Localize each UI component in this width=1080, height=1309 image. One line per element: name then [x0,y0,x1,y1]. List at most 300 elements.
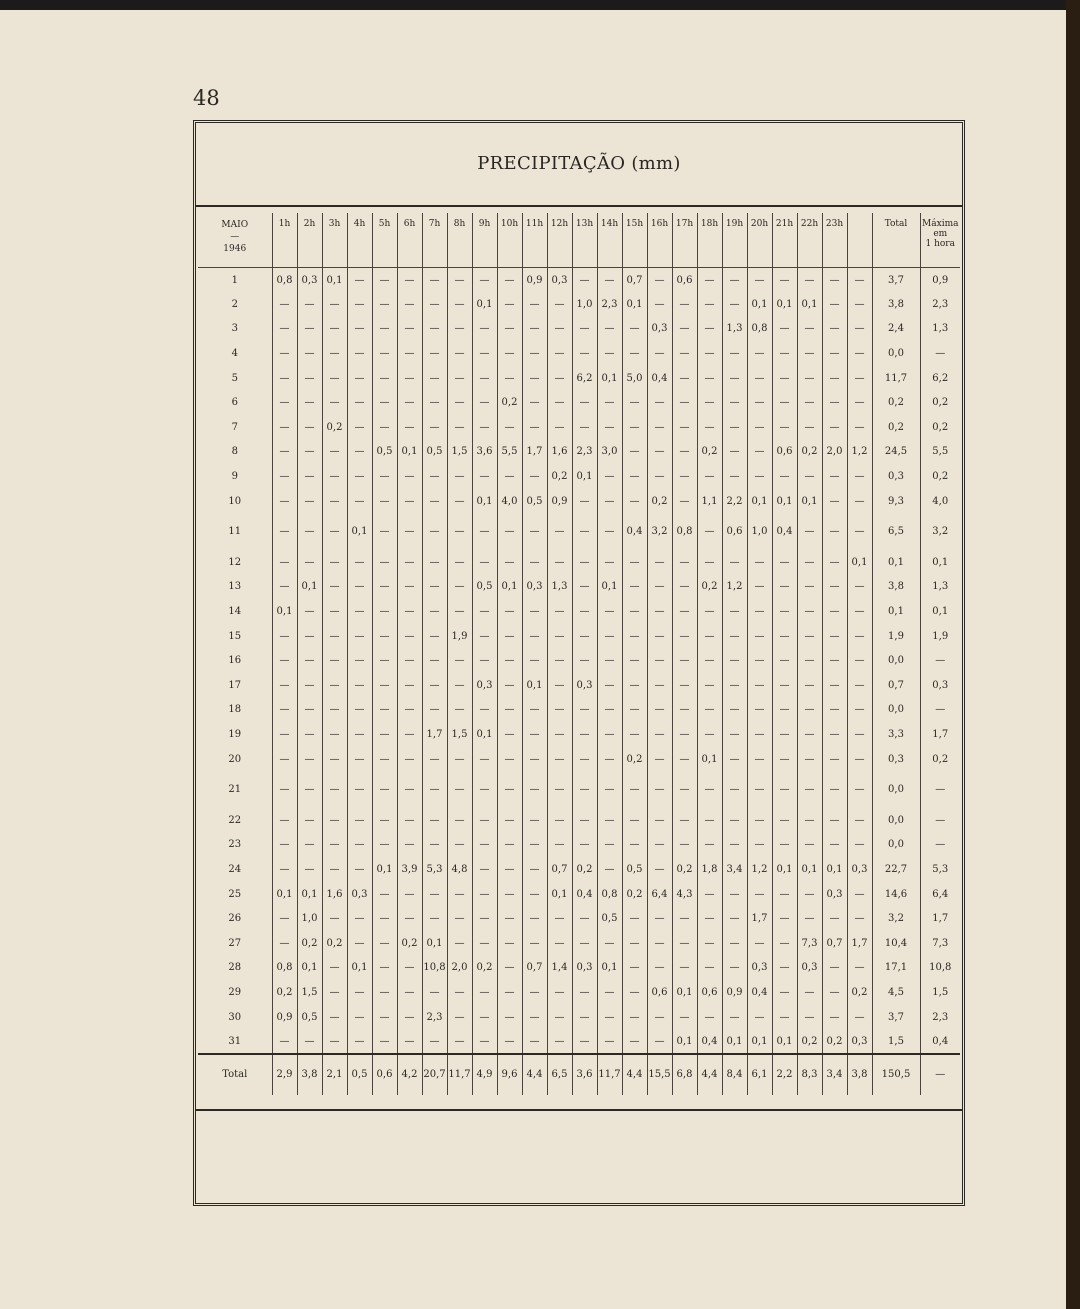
hour-value-cell: — [797,698,822,723]
hour-value-cell: — [347,575,372,600]
hour-value-cell: — [397,722,422,747]
day-cell: 6 [231,397,238,409]
hour-value-cell: — [572,575,597,600]
hour-value-cell: — [647,440,672,465]
hour-header: 15h [622,213,647,268]
hour-value-cell: — [322,906,347,931]
hour-value-cell: — [822,390,847,415]
hour-value-cell: 0,1 [747,292,772,317]
hour-value-cell: — [672,575,697,600]
hour-value-cell: — [422,673,447,698]
hour-total-cell: 3,8 [297,1054,322,1095]
hour-value-cell: — [622,673,647,698]
table-row [198,771,960,808]
hour-value-cell: — [572,390,597,415]
hour-value-cell: — [347,317,372,342]
hour-value-cell: 1,5 [447,722,472,747]
hour-value-cell: — [797,415,822,440]
hour-value-cell: — [347,599,372,624]
hour-value-cell: — [747,698,772,723]
hour-value-cell: — [272,1029,297,1054]
hour-value-cell: — [497,624,522,649]
hour-value-cell: — [772,882,797,907]
hour-value-cell: — [522,857,547,882]
extra-hour-cell: — [847,624,872,649]
hour-value-cell: — [497,747,522,772]
hour-value-cell: 0,8 [672,513,697,550]
hour-value-cell: 0,2 [397,931,422,956]
table-row [198,722,960,747]
hour-value-cell: 0,8 [597,882,622,907]
hour-value-cell: — [622,550,647,575]
hour-value-cell: — [522,906,547,931]
hour-value-cell: — [272,722,297,747]
hour-total-cell: 4,2 [397,1054,422,1095]
hour-value-cell: 0,1 [772,489,797,514]
hour-value-cell: 5,3 [422,857,447,882]
hour-value-cell: — [647,550,672,575]
hour-value-cell: 2,0 [822,440,847,465]
hour-value-cell: — [397,317,422,342]
hour-value-cell: — [522,341,547,366]
hour-value-cell: — [422,575,447,600]
hour-value-cell: — [547,808,572,833]
hour-value-cell: — [547,648,572,673]
hour-value-cell: — [747,268,772,293]
hour-value-cell: — [397,415,422,440]
hour-value-cell: 0,1 [772,1029,797,1054]
hour-value-cell: 0,1 [272,882,297,907]
hour-value-cell: — [672,366,697,391]
hour-value-cell: — [547,673,572,698]
daily-total-cell: 3,8 [872,575,920,600]
hour-value-cell: 5,0 [622,366,647,391]
hour-value-cell: — [822,513,847,550]
day-cell: 13 [228,581,242,593]
hour-value-cell: — [572,1029,597,1054]
hour-value-cell: — [572,513,597,550]
hour-total-cell: 11,7 [447,1054,472,1095]
hour-value-cell: — [472,833,497,858]
hour-value-cell: 0,1 [622,292,647,317]
hour-value-cell: — [372,575,397,600]
hour-value-cell: — [297,624,322,649]
hour-value-cell: — [572,268,597,293]
hour-value-cell: — [547,771,572,808]
hour-value-cell: — [497,906,522,931]
hour-value-cell: — [272,550,297,575]
hour-value-cell: — [372,390,397,415]
daily-total-cell: 4,5 [872,980,920,1005]
hour-value-cell: — [697,415,722,440]
hour-value-cell: — [472,513,497,550]
daily-total-cell: 6,5 [872,513,920,550]
daily-total-cell: 22,7 [872,857,920,882]
hour-value-cell: — [547,317,572,342]
day-cell: 28 [228,962,242,974]
hour-value-cell: 0,1 [472,722,497,747]
hour-value-cell: — [772,624,797,649]
table-row [198,1005,960,1030]
hour-value-cell: — [322,722,347,747]
hour-value-cell: 0,3 [297,268,322,293]
hour-header: 13h [572,213,597,268]
hour-value-cell: — [272,673,297,698]
extra-hour-cell: — [847,292,872,317]
hour-value-cell: — [797,366,822,391]
extra-hour-cell: — [847,599,872,624]
hour-value-cell: — [472,550,497,575]
hour-value-cell: — [547,366,572,391]
hour-value-cell: 0,2 [547,464,572,489]
hour-value-cell: 6,2 [572,366,597,391]
hour-total-cell: 2,2 [772,1054,797,1095]
hour-value-cell: — [772,464,797,489]
hour-value-cell: — [397,1029,422,1054]
hour-value-cell: — [672,292,697,317]
hour-value-cell: — [322,513,347,550]
hour-value-cell: — [422,292,447,317]
hour-value-cell: — [397,489,422,514]
hour-value-cell: 1,3 [547,575,572,600]
hour-value-cell: — [372,808,397,833]
hour-value-cell: — [547,415,572,440]
hour-value-cell: 0,6 [722,513,747,550]
hour-value-cell: — [422,648,447,673]
hour-value-cell: — [597,464,622,489]
hour-value-cell: — [822,489,847,514]
year-label: 1946 [223,244,247,254]
table-row [198,980,960,1005]
hour-value-cell: — [372,415,397,440]
hour-value-cell: 0,1 [747,1029,772,1054]
hour-total-cell: 6,1 [747,1054,772,1095]
hour-value-cell: — [522,415,547,440]
hour-value-cell: 0,8 [272,956,297,981]
hour-value-cell: — [597,268,622,293]
hour-value-cell: — [672,673,697,698]
hour-value-cell: — [672,906,697,931]
hour-value-cell: 0,1 [547,882,572,907]
hour-value-cell: — [597,550,622,575]
hour-value-cell: 0,1 [597,956,622,981]
hour-value-cell: — [572,808,597,833]
table-row [198,1029,960,1054]
hour-value-cell: — [722,698,747,723]
hour-value-cell: — [297,317,322,342]
max-hour-cell: — [920,648,960,673]
hour-value-cell: — [272,648,297,673]
hour-value-cell: — [747,673,772,698]
hour-value-cell: — [822,624,847,649]
hour-value-cell: 0,1 [322,268,347,293]
hour-value-cell: — [522,980,547,1005]
table-row [198,415,960,440]
hour-value-cell: — [822,747,847,772]
hour-value-cell: — [722,882,747,907]
day-cell: 2 [231,298,238,310]
extra-hour-cell: — [847,513,872,550]
hour-value-cell: — [722,771,747,808]
total-header: Total [872,213,920,268]
hour-value-cell: — [472,771,497,808]
hour-value-cell: — [272,906,297,931]
hour-value-cell: — [297,489,322,514]
hour-value-cell: — [772,648,797,673]
hour-value-cell: 1,8 [697,857,722,882]
max-hour-cell: 4,0 [920,489,960,514]
hour-value-cell: 0,2 [697,440,722,465]
hour-value-cell: — [322,1005,347,1030]
hour-value-cell: — [497,550,522,575]
hour-value-cell: — [672,440,697,465]
extra-hour-cell: — [847,317,872,342]
hour-value-cell: — [722,292,747,317]
hour-value-cell: — [572,599,597,624]
hour-value-cell: — [747,931,772,956]
hour-value-cell: 0,2 [647,489,672,514]
hour-value-cell: 0,4 [772,513,797,550]
daily-total-cell: 0,2 [872,390,920,415]
hour-value-cell: — [747,575,772,600]
hour-value-cell: — [822,550,847,575]
title-divider [196,205,962,207]
hour-value-cell: — [647,341,672,366]
table-row [198,292,960,317]
hour-value-cell: — [647,624,672,649]
hour-value-cell: — [497,956,522,981]
extra-hour-cell: — [847,648,872,673]
hour-value-cell: — [497,1029,522,1054]
hour-value-cell: — [497,464,522,489]
hour-value-cell: — [447,268,472,293]
hour-value-cell: — [822,906,847,931]
hour-value-cell: — [447,513,472,550]
hour-value-cell: — [322,648,347,673]
hour-value-cell: 1,7 [747,906,772,931]
hour-value-cell: — [772,931,797,956]
table-row [198,648,960,673]
hour-value-cell: — [322,575,347,600]
day-cell: 26 [228,913,242,925]
hour-value-cell: — [322,464,347,489]
hour-value-cell: 0,2 [622,882,647,907]
max-hour-cell: — [920,833,960,858]
hour-value-cell: — [672,1005,697,1030]
hour-value-cell: — [672,698,697,723]
hour-value-cell: — [272,575,297,600]
hour-value-cell: — [422,415,447,440]
hour-value-cell: 0,5 [622,857,647,882]
hour-value-cell: — [422,771,447,808]
hour-value-cell: — [772,317,797,342]
hour-value-cell: 0,1 [372,857,397,882]
hour-total-cell: 0,6 [372,1054,397,1095]
extra-hour-cell: 0,3 [847,1029,872,1054]
hour-value-cell: 0,2 [572,857,597,882]
hour-value-cell: — [697,550,722,575]
hour-total-cell: 6,5 [547,1054,572,1095]
table-row [198,882,960,907]
hour-value-cell: — [522,722,547,747]
hour-value-cell: — [772,980,797,1005]
hour-value-cell: — [347,698,372,723]
hour-value-cell: 7,3 [797,931,822,956]
extra-hour-cell: — [847,747,872,772]
hour-value-cell: — [822,464,847,489]
hour-value-cell: — [322,808,347,833]
hour-value-cell: — [472,1005,497,1030]
hour-value-cell: — [272,833,297,858]
hour-value-cell: 0,2 [622,747,647,772]
hour-value-cell: — [347,857,372,882]
hour-value-cell: — [772,1005,797,1030]
hour-value-cell: — [347,268,372,293]
hour-value-cell: — [597,624,622,649]
hour-value-cell: 0,2 [672,857,697,882]
hour-value-cell: — [772,808,797,833]
hour-value-cell: 0,1 [297,575,322,600]
hour-value-cell: — [747,648,772,673]
hour-header: 18h [697,213,722,268]
hour-value-cell: — [272,698,297,723]
hour-value-cell: 4,0 [497,489,522,514]
hour-value-cell: — [547,341,572,366]
day-cell: 16 [228,655,242,667]
hour-value-cell: — [547,1029,572,1054]
hour-value-cell: — [597,673,622,698]
table-row [198,366,960,391]
hour-value-cell: — [372,513,397,550]
hour-value-cell: 0,4 [647,366,672,391]
hour-value-cell: 0,2 [472,956,497,981]
grand-total-cell: 150,5 [872,1054,920,1095]
daily-total-cell: 3,7 [872,1005,920,1030]
hour-value-cell: — [522,747,547,772]
table-row [198,624,960,649]
hour-value-cell: 10,8 [422,956,447,981]
hour-value-cell: 0,2 [497,390,522,415]
hour-value-cell: 0,2 [297,931,322,956]
hour-value-cell: — [547,906,572,931]
extra-hour-cell: — [847,268,872,293]
month-year-header [198,213,272,268]
hour-value-cell: — [722,931,747,956]
hour-value-cell: 0,1 [272,599,297,624]
hour-value-cell: — [322,599,347,624]
extra-hour-cell: — [847,882,872,907]
hour-value-cell: — [297,599,322,624]
hour-value-cell: — [647,648,672,673]
hour-value-cell: — [272,771,297,808]
hour-value-cell: — [347,771,372,808]
hour-value-cell: 0,7 [822,931,847,956]
hour-value-cell: — [522,931,547,956]
hour-value-cell: — [647,1005,672,1030]
hour-value-cell: — [572,489,597,514]
hour-value-cell: 3,9 [397,857,422,882]
hour-value-cell: — [822,415,847,440]
hour-value-cell: — [572,624,597,649]
hour-value-cell: — [397,624,422,649]
day-cell: 9 [231,471,238,483]
hour-value-cell: 0,2 [822,1029,847,1054]
hour-value-cell: — [447,906,472,931]
hour-value-cell: — [347,624,372,649]
daily-total-cell: 0,1 [872,550,920,575]
hour-value-cell: — [472,980,497,1005]
hour-value-cell: — [272,808,297,833]
daily-total-cell: 11,7 [872,366,920,391]
hour-value-cell: — [372,1029,397,1054]
hour-value-cell: — [497,648,522,673]
hour-value-cell: — [622,599,647,624]
hour-header: 8h [447,213,472,268]
hour-value-cell: 4,3 [672,882,697,907]
daily-total-cell: 0,1 [872,599,920,624]
extra-hour-cell: — [847,673,872,698]
hour-value-cell: — [597,648,622,673]
hour-header: 16h [647,213,672,268]
hour-value-cell: — [272,390,297,415]
day-cell: 15 [228,630,242,642]
totals-label: Total [198,1054,272,1095]
hour-value-cell: 0,1 [672,980,697,1005]
hour-value-cell: — [697,341,722,366]
hour-value-cell: 3,4 [722,857,747,882]
table-row [198,489,960,514]
hour-value-cell: — [822,317,847,342]
hour-value-cell: — [697,268,722,293]
hour-value-cell: — [722,341,747,366]
max-header-line: Máxima [922,219,959,229]
hour-value-cell: — [297,513,322,550]
hour-header: 4h [347,213,372,268]
hour-value-cell: — [297,366,322,391]
hour-value-cell: — [347,648,372,673]
hour-header: 6h [397,213,422,268]
hour-value-cell: 0,2 [797,1029,822,1054]
hour-value-cell: — [547,599,572,624]
hour-value-cell: — [772,673,797,698]
max-hour-cell: 0,2 [920,747,960,772]
max-hour-cell: 6,2 [920,366,960,391]
hour-value-cell: — [397,513,422,550]
hour-value-cell: — [722,550,747,575]
max-hour-cell: 5,3 [920,857,960,882]
hour-value-cell: — [572,550,597,575]
hour-value-cell: — [672,833,697,858]
table-row [198,599,960,624]
hour-value-cell: — [722,648,747,673]
hour-value-cell: — [522,599,547,624]
hour-value-cell: — [622,956,647,981]
hour-header: 11h [522,213,547,268]
hour-value-cell: — [422,980,447,1005]
hour-value-cell: — [272,489,297,514]
hour-value-cell: — [747,550,772,575]
hour-value-cell: 5,5 [497,440,522,465]
hour-value-cell: — [522,808,547,833]
hour-value-cell: — [647,833,672,858]
hour-value-cell: — [397,390,422,415]
hour-value-cell: — [822,648,847,673]
hour-value-cell: — [747,415,772,440]
table-row [198,341,960,366]
hour-value-cell: — [447,489,472,514]
hour-value-cell: — [347,747,372,772]
hour-value-cell: — [322,390,347,415]
